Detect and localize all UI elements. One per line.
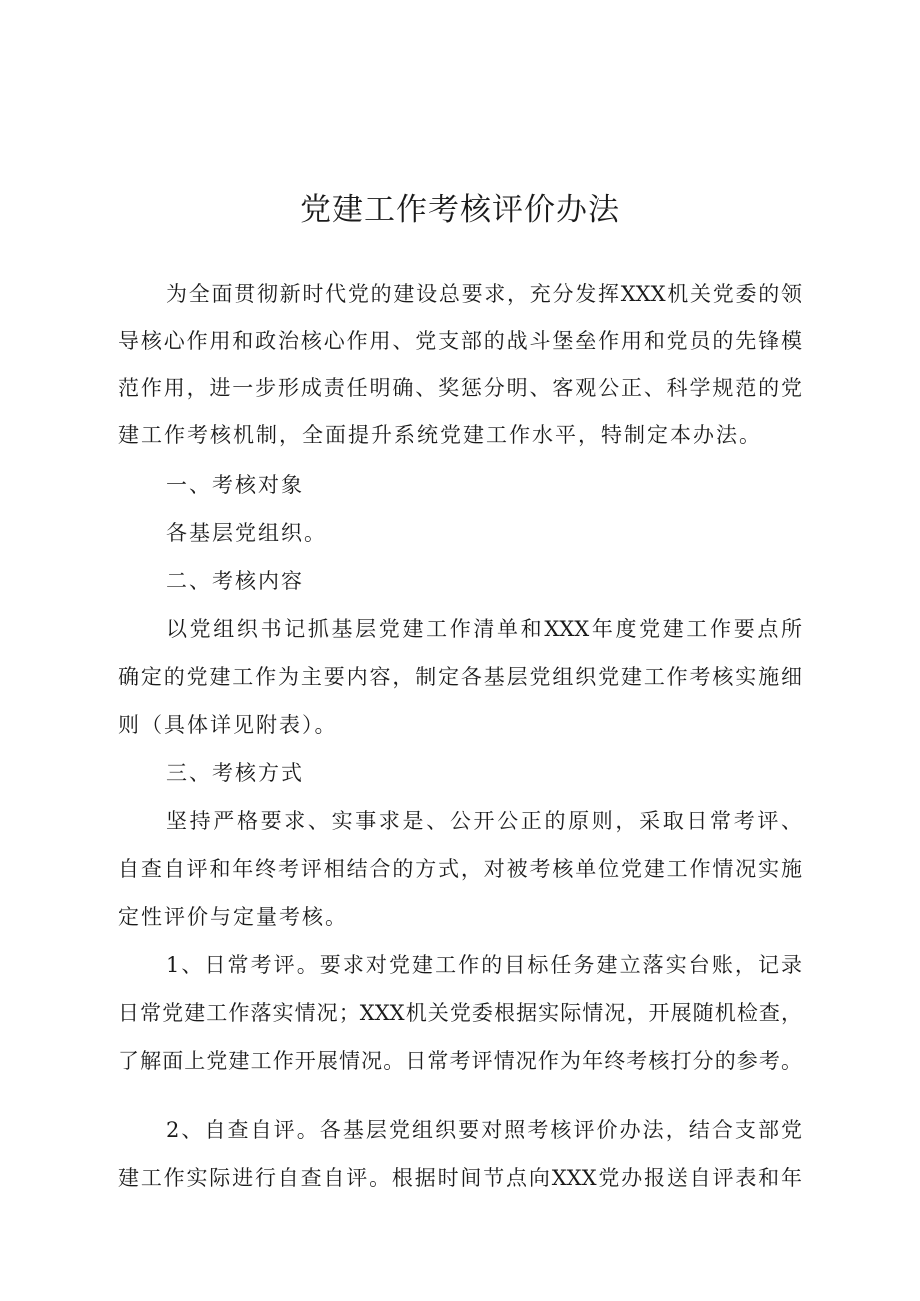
document-title: 党建工作考核评价办法: [300, 192, 620, 228]
paragraph-line: 为全面贯彻新时代党的建设总要求，充分发挥XXX机关党委的领: [166, 282, 802, 306]
paragraph-line: 坚持严格要求、实事求是、公开公正的原则，采取日常考评、: [166, 809, 802, 833]
paragraph-line: 建工作考核机制，全面提升系统党建工作水平，特制定本办法。: [118, 423, 762, 447]
paragraph-line: 2、自查自评。各基层党组织要对照考核评价办法，结合支部党: [166, 1118, 802, 1142]
paragraph-line: 了解面上党建工作开展情况。日常考评情况作为年终考核打分的参考。: [118, 1049, 802, 1073]
paragraph-line: 日常党建工作落实情况；XXX机关党委根据实际情况，开展随机检查，: [118, 1001, 802, 1025]
section-heading: 三、考核方式: [166, 761, 304, 785]
paragraph-line: 1、日常考评。要求对党建工作的目标任务建立落实台账，记录: [166, 953, 802, 977]
paragraph-line: 定性评价与定量考核。: [118, 905, 348, 929]
paragraph-line: 自查自评和年终考评相结合的方式，对被考核单位党建工作情况实施: [118, 857, 802, 881]
paragraph-line: 以党组织书记抓基层党建工作清单和XXX年度党建工作要点所: [166, 617, 802, 641]
paragraph-line: 建工作实际进行自查自评。根据时间节点向XXX党办报送自评表和年: [118, 1166, 802, 1190]
paragraph-line: 确定的党建工作为主要内容，制定各基层党组织党建工作考核实施细: [118, 665, 802, 689]
paragraph-line: 范作用，进一步形成责任明确、奖惩分明、客观公正、科学规范的党: [118, 376, 802, 400]
paragraph-line: 则（具体详见附表）。: [118, 713, 338, 737]
section-heading: 二、考核内容: [166, 569, 304, 593]
paragraph-line: 各基层党组织。: [166, 521, 327, 545]
section-heading: 一、考核对象: [166, 473, 304, 497]
paragraph-line: 导核心作用和政治核心作用、党支部的战斗堡垒作用和党员的先锋模: [118, 329, 802, 353]
